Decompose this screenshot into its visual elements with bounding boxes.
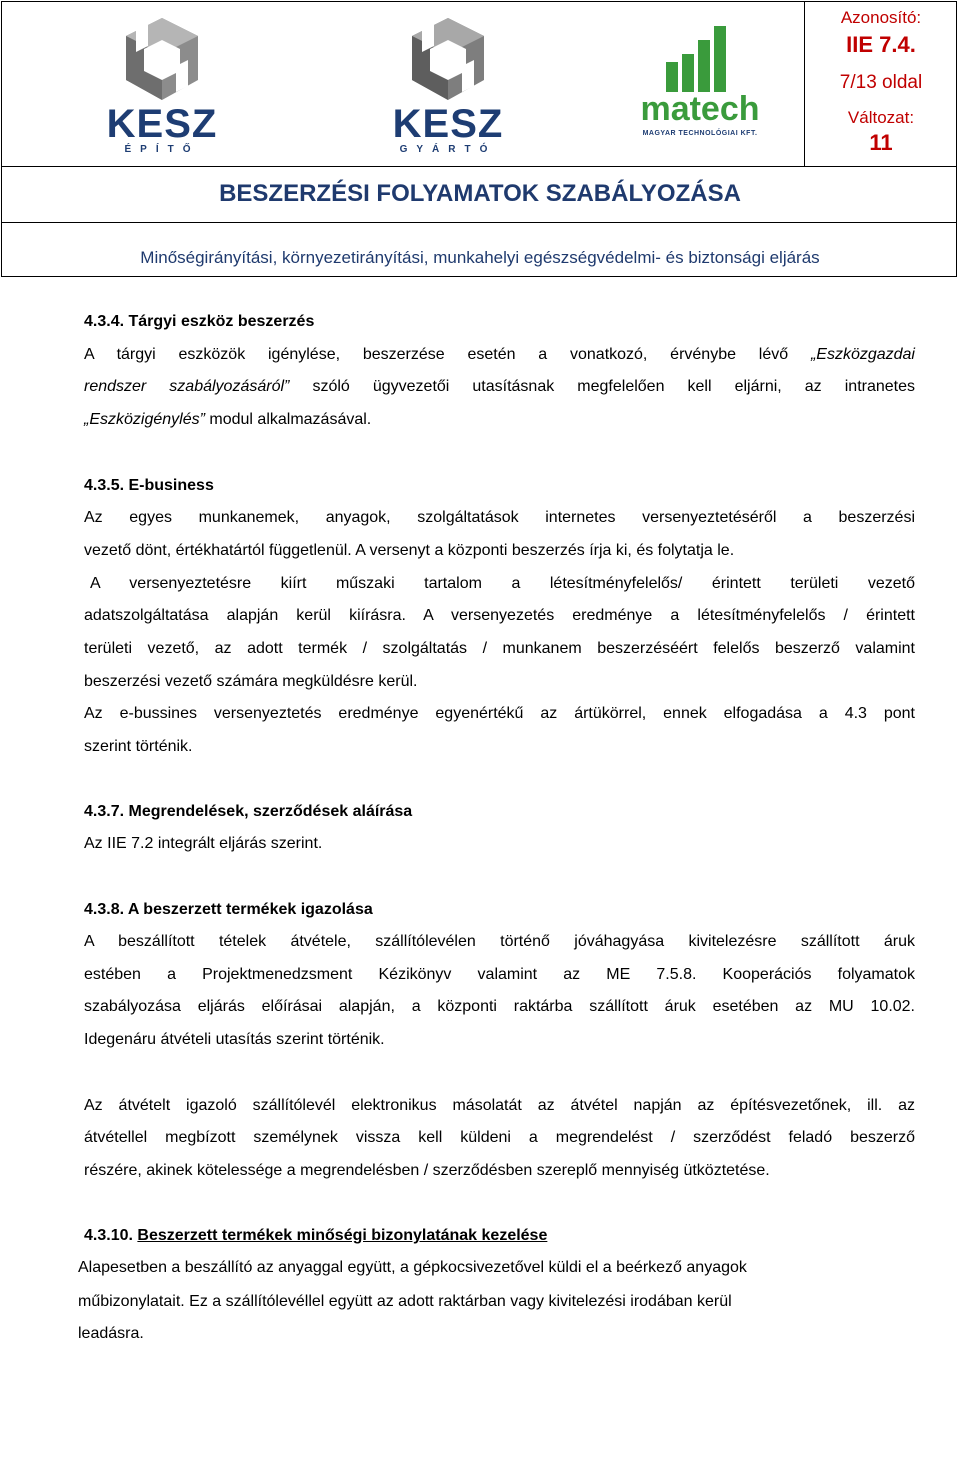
heading-title: A beszerzett termékek igazolása <box>127 901 373 918</box>
paragraph-line: Az e-bussines versenyeztetés eredménye egyenértékű az ártükörrel, ennek elfogadása a 4.3 pont <box>84 705 915 722</box>
paragraph-4-3-4-line-3 <box>84 410 371 430</box>
section-heading-4-3-8 <box>84 900 373 920</box>
id-value: IIE 7.4. <box>846 32 916 57</box>
kesz-epito-logo <box>102 16 222 156</box>
section-heading-4-3-5 <box>84 476 214 496</box>
heading-title: Beszerzett termékek minőségi bizonylatának kezelése <box>137 1227 548 1244</box>
paragraph-line: estében a Projektmenedzsment Kézikönyv valamint az ME 7.5.8. Kooperációs folyamatok <box>84 966 915 983</box>
section-heading-4-3-10 <box>84 1226 547 1246</box>
heading-number: 4.3.4. <box>84 313 125 330</box>
page-number: 7/13 oldal <box>839 72 923 93</box>
paragraph-line: leadásra. <box>78 1325 144 1342</box>
paragraph-line: átvétellel megbízott személynek vissza kell küldeni a megrendelést / szerződést feladó beszerző <box>84 1129 915 1146</box>
paragraph-line: részére, akinek kötelessége a megrendelésben / szerződésben szereplő mennyiség ütköztetése. <box>84 1162 770 1179</box>
paragraph-line: műbizonylatait. Ez a szállítólevéllel együtt az adott raktárban vagy kivitelezési irodában kerül <box>78 1293 732 1310</box>
matech-subtitle: MAGYAR TECHNOLÓGIAI KFT. <box>642 130 758 137</box>
paragraph-4-3-4-line-2 <box>84 377 915 397</box>
text-run: A tárgyi eszközök igénylése, beszerzése esetén a vonatkozó, érvénybe lévő <box>84 346 789 363</box>
kesz-gyarto-wordmark: KESZ <box>392 102 504 146</box>
heading-number: 4.3.5. <box>84 477 125 494</box>
paragraph-line: Idegenáru átvételi utasítás szerint történik. <box>84 1031 385 1048</box>
kesz-epito-subtitle: ÉPÍTŐ <box>124 144 200 155</box>
heading-title: E-business <box>128 477 214 494</box>
heading-number: 4.3.7. <box>84 803 125 820</box>
id-label: Azonosító: <box>840 8 922 27</box>
version-value: 11 <box>869 130 893 155</box>
document-id-cell <box>805 2 957 167</box>
paragraph-line: szerint történik. <box>84 738 193 755</box>
heading-title: Tárgyi eszköz beszerzés <box>128 313 315 330</box>
italic-run: rendszer szabályozásáról” <box>84 378 290 395</box>
paragraph-line: Az IIE 7.2 integrált eljárás szerint. <box>84 835 323 852</box>
paragraph-line: Az átvételt igazoló szállítólevél elektronikus másolatát az átvétel napján az építésvezetőnek, ill. az <box>84 1097 915 1114</box>
header-divider-2 <box>2 222 956 223</box>
paragraph-line: beszerzési vezető számára megküldésre kerül. <box>84 673 418 690</box>
heading-number: 4.3.8. <box>84 901 125 918</box>
text-run: szóló ügyvezetői utasításnak megfelelően kell eljárni, az intranetes <box>312 378 916 395</box>
matech-logo <box>630 24 770 144</box>
paragraph-line: A beszállított tételek átvétele, szállítólevélen történő jóváhagyása kivitelezésre szállított áruk <box>84 933 915 950</box>
kesz-cube-icon <box>102 16 222 106</box>
paragraph-line: A versenyeztetésre kiírt műszaki tartalom a létesítményfelelős/ érintett területi vezető <box>90 575 915 592</box>
version-label: Változat: <box>847 108 915 127</box>
kesz-epito-wordmark: KESZ <box>106 102 218 146</box>
paragraph-line: Az egyes munkanemek, anyagok, szolgáltatások internetes versenyeztetéséről a beszerzési <box>84 509 915 526</box>
paragraph-line: területi vezető, az adott termék / szolgáltatás / munkanem beszerzéséért felelős beszerző valamint <box>84 640 915 657</box>
heading-number: 4.3.10. <box>84 1227 133 1244</box>
matech-bars-icon <box>630 24 770 94</box>
italic-run: „Eszközigénylés” <box>84 411 205 428</box>
document-subtitle: Minőségirányítási, környezetirányítási, munkahelyi egészségvédelmi- és biztonsági eljárás <box>140 248 820 267</box>
kesz-gyarto-logo <box>388 16 508 156</box>
document-title: BESZERZÉSI FOLYAMATOK SZABÁLYOZÁSA <box>219 180 741 207</box>
matech-wordmark: matech <box>640 90 760 128</box>
italic-run: „Eszközgazdai <box>810 346 915 363</box>
document-header <box>1 1 957 277</box>
kesz-cube-icon <box>388 16 508 106</box>
paragraph-line: vezető dönt, értékhatártól függetlenül. A versenyt a központi beszerzés írja ki, és folytatja le. <box>84 542 735 559</box>
paragraph-line: szabályozása eljárás előírásai alapján, a központi raktárba szállított áruk esetében az MU 10.02. <box>84 998 915 1015</box>
paragraph-line: adatszolgáltatása alapján kerül kiírásra. A versenyezetés eredménye a létesítményfelelős / érintett <box>84 607 915 624</box>
paragraph-4-3-4-line-1 <box>84 345 915 365</box>
section-heading-4-3-4 <box>84 312 314 332</box>
text-run: modul alkalmazásával. <box>209 411 372 428</box>
paragraph-line: Alapesetben a beszállító az anyaggal együtt, a gépkocsivezetővel küldi el a beérkező anyagok <box>78 1259 747 1276</box>
heading-title: Megrendelések, szerződések aláírása <box>128 803 413 820</box>
section-heading-4-3-7 <box>84 802 412 822</box>
kesz-gyarto-subtitle: GYÁRTÓ <box>399 144 497 155</box>
